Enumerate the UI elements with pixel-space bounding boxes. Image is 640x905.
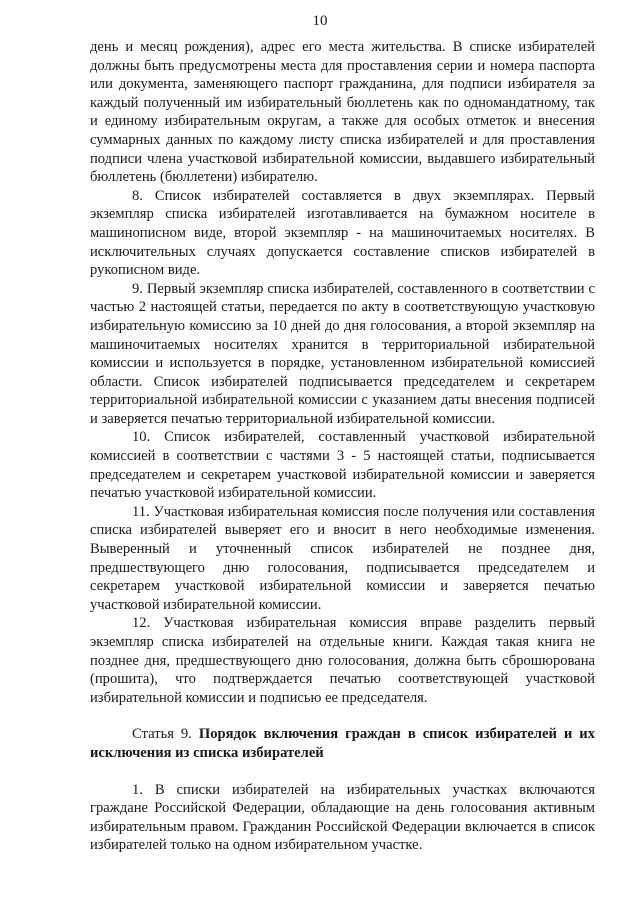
article-paragraph-1: 1. В списки избирателей на избирательных участках включаются граждане Российской Федерации, обладающие на день голосования активным избирательным правом. Гражданин Российской Федерации включается в список избирателей только на одном избирательном участке.	[90, 781, 595, 854]
paragraph-item-8: 8. Список избирателей составляется в двух экземплярах. Первый экземпляр списка избирателей изготавливается на бумажном носителе в машинописном виде, второй экземпляр - на машиночитаемых носителях. В исключительных случаях допускается составление списков избирателей в рукописном виде.	[90, 187, 595, 279]
page-number: 10	[312, 13, 328, 29]
article-label: Статья 9.	[132, 726, 199, 743]
article-title: Порядок включения граждан в список избирателей и их исключения из списка избирателей	[90, 726, 596, 761]
paragraph-continuation: день и месяц рождения), адрес его места жительства. В списке избирателей должны быть предусмотрены места для проставления серии и номера паспорта или документа, заменяющего паспорт гражданина, для подписи избирателя за каждый полученный им избирательный бюллетень как по одномандатному, так и единому избирательным округам, а также для особых отметок и внесения суммарных данных по каждому листу списка избирателей и для проставления подписи члена участковой избирательной комиссии, выдавшего избирательный бюллетень (бюллетени) избирателю.	[90, 39, 595, 186]
paragraph-item-12: 12. Участковая избирательная комиссия вправе разделить первый экземпляр списка избирателей на отдельные книги. Каждая такая книга не позднее дня, предшествующего дню голосования, должна быть сброшюрована (прошита), что подтверждается печатью соответствующей участковой избирательной комиссии и подписью ее председателя.	[90, 615, 595, 706]
paragraph-item-10: 10. Список избирателей, составленный участковой избирательной комиссией в соответствии с частями 3 - 5 настоящей статьи, подписывается председателем и секретарем участковой избирательной комиссии и заверяется печатью участковой избирательной комиссии.	[90, 429, 595, 502]
paragraph-item-11: 11. Участковая избирательная комиссия после получения или составления списка избирателей выверяет его и вносит в него необходимые изменения. Выверенный и уточненный список избирателей не позднее дня, предшествующего дню голосования, подписывается председателем и секретарем участковой избирательной комиссии и заверяется печатью участковой избирательной комиссии.	[90, 503, 595, 613]
page-content	[90, 38, 595, 855]
paragraph-item-9: 9. Первый экземпляр списка избирателей, составленного в соответствии с частью 2 настоящей статьи, передается по акту в соответствующую участковую избирательную комиссию за 10 дней до дня голосования, а второй экземпляр на машиночитаемых носителях хранится в территориальной избирательной комиссии и используется в порядке, установленном избирательной комиссией области. Список избирателей подписывается председателем и секретарем территориальной избирательной комиссии с указанием даты внесения подписей и заверяется печатью территориальной избирательной комиссии.	[90, 280, 595, 427]
article-heading	[90, 725, 595, 762]
